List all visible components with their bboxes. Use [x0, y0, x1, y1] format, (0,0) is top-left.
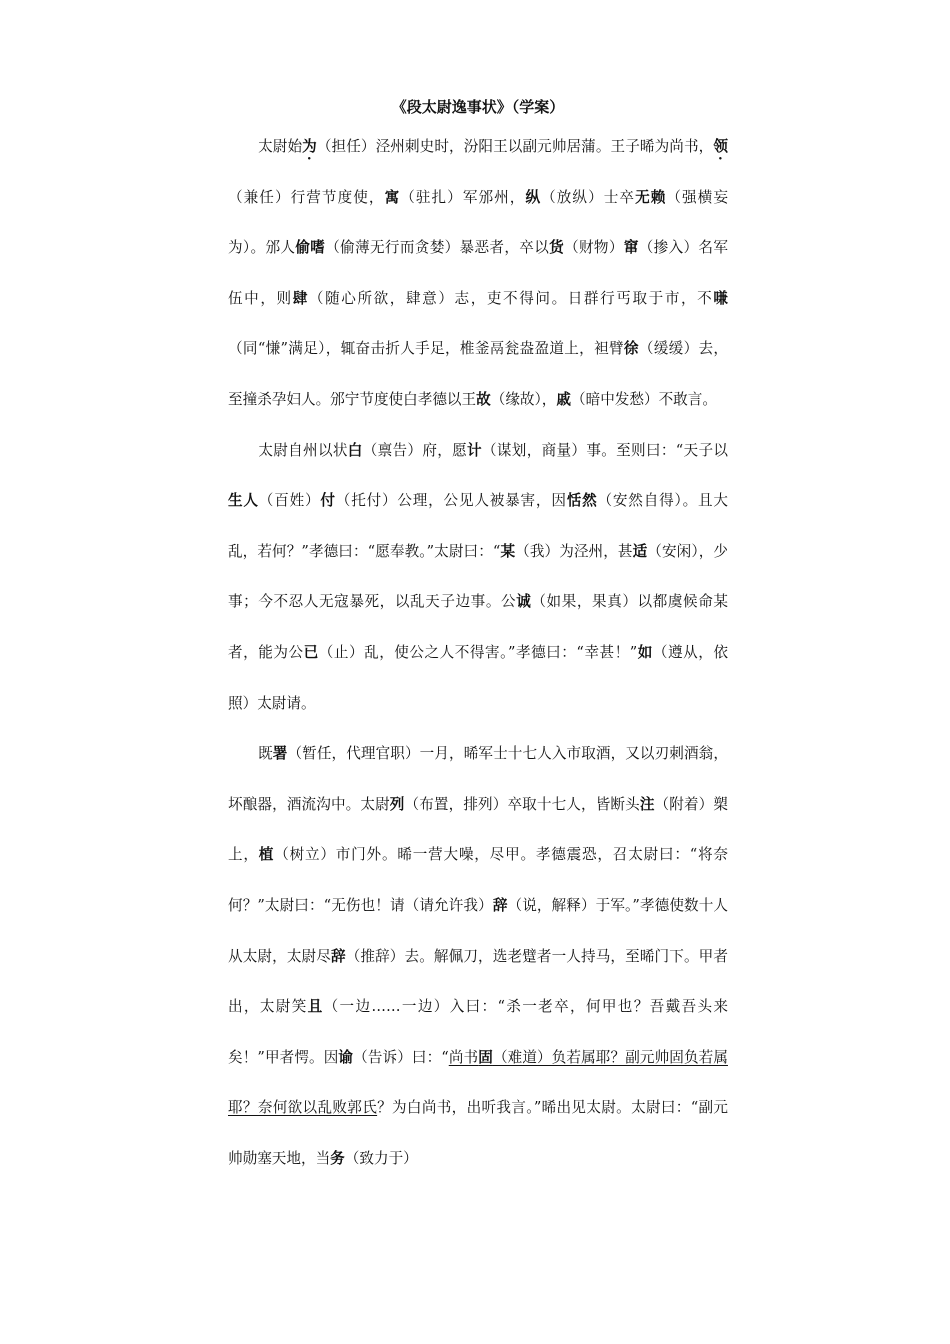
glossed-term: 署 [272, 745, 288, 763]
text-run: （遵从，依照）太尉请。 [228, 643, 728, 712]
text-run: （偷薄无行而贪婪）暴恶者，卒以 [325, 239, 550, 257]
text-run: （止）乱，使公之人不得害。”孝德曰：“幸甚！” [318, 643, 638, 661]
text-run: （告诉）曰：“ [353, 1048, 449, 1066]
glossed-term: 生人 [228, 492, 259, 510]
glossed-term: 偷嗜 [295, 239, 326, 257]
glossed-term: 谕 [338, 1048, 354, 1066]
glossed-term: 辞 [492, 896, 508, 914]
glossed-term: 领 [713, 138, 728, 155]
glossed-term: 植 [258, 846, 275, 864]
glossed-term: 务 [330, 1149, 345, 1167]
glossed-term: 寓 [384, 188, 401, 206]
glossed-term: 无赖 [635, 188, 667, 206]
text-run: （财物） [564, 239, 624, 257]
text-run: （附着）槊上， [228, 795, 728, 864]
glossed-term: 如 [637, 643, 653, 661]
text-run: （兼任）行营节度使， [228, 188, 385, 206]
glossed-term: 白 [347, 441, 363, 459]
text-run: （强横妄为）。邠人 [228, 188, 728, 257]
paragraph-3 [228, 729, 728, 1184]
glossed-term: 且 [307, 998, 324, 1016]
text-run: （驻扎）军邠州， [400, 188, 526, 206]
text-run: （暂任，代理官职）一月，晞军士十七人入市取酒，又以刃刺酒翁，坏酿器，酒流沟中。太尉 [228, 745, 728, 813]
glossed-term: 某 [500, 542, 516, 560]
text-run: （禀告）府，愿 [362, 441, 468, 459]
text-run: （同“慊”满足），辄奋击折人手足，椎釜鬲瓮盎盈道上，袒臂 [228, 340, 624, 358]
glossed-term: 辞 [330, 947, 346, 965]
glossed-term: 注 [639, 795, 655, 813]
glossed-term: 恬然 [566, 492, 598, 510]
text-run: （缘故）， [490, 390, 557, 408]
text-run: （布置，排列）卒取十七人，皆断头 [404, 795, 640, 813]
glossed-term: 固 [478, 1048, 493, 1066]
paragraph-1 [228, 122, 728, 426]
paragraph-2 [228, 426, 728, 730]
document-page [228, 92, 728, 1184]
text-run: （百姓） [258, 492, 321, 510]
glossed-term: 计 [467, 441, 482, 459]
text-run: （掺入）名军伍中，则 [228, 239, 728, 307]
text-run: （我）为泾州，甚 [515, 542, 633, 560]
text-run: （担任）泾州刺史时，汾阳王以副元帅居蒲。王子晞为尚书， [316, 138, 714, 155]
text-run: （说，解释）于军。”孝德使数十人从太尉，太尉尽 [228, 896, 728, 965]
glossed-term: 适 [632, 542, 648, 560]
text-run: （一边……一边）入曰：“杀一老卒，何甲也？吾戴吾头来矣！”甲者愕。因 [228, 998, 728, 1066]
text-run: 尚书 [448, 1048, 479, 1066]
text-run: （谋划，商量）事。至则曰：“天子以 [481, 441, 728, 459]
glossed-term: 故 [476, 390, 491, 408]
glossed-term: 货 [549, 239, 565, 257]
text-run: （放纵）士卒 [541, 188, 636, 206]
text-run: （难道）负若属耶？副元帅固负若属耶？奈何欲以乱败郭氏 [228, 1048, 728, 1117]
glossed-term: 纵 [525, 188, 542, 206]
glossed-term: 诚 [516, 593, 532, 611]
glossed-term: 列 [389, 795, 405, 813]
text-run: 既 [258, 745, 273, 763]
text-run: （暗中发愁）不敢言。 [571, 390, 717, 408]
text-run: ？为白尚书，出听我言。”晞出见太尉。太尉曰：“副元帅勋塞天地，当 [228, 1099, 728, 1167]
text-run: （致力于） [344, 1149, 418, 1167]
text-run: （安闲），少事；今不忍人无寇暴死，以乱天子边事。公 [228, 542, 728, 611]
text-run: 太尉自州以状 [258, 441, 348, 459]
text-run: （缓缓）去，至撞杀孕妇人。邠宁节度使白孝德以王 [228, 340, 728, 408]
glossed-term: 付 [320, 492, 336, 510]
text-run: （树立）市门外。晞一营大噪，尽甲。孝德震恐，召太尉曰：“将奈何？”太尉曰：“无伤也！请（请允许我） [228, 846, 728, 914]
text-run: （随心所欲，肆意）志，吏不得问。日群行丐取于市，不 [308, 289, 714, 307]
glossed-term: 已 [303, 643, 319, 661]
glossed-term: 戚 [556, 390, 571, 408]
text-run: 太尉始 [258, 138, 303, 155]
document-title: 《段太尉逸事状》（学案） [391, 98, 565, 116]
text-run: （安然自得）。且大乱，若何？”孝德曰：“愿奉教。”太尉曰：“ [228, 492, 728, 560]
text-run: （托付）公理，公见人被暴害，因 [335, 492, 567, 510]
glossed-term: 肆 [292, 289, 309, 307]
glossed-term: 窜 [623, 239, 639, 257]
glossed-term: 徐 [623, 340, 639, 358]
text-run: （如果，果真）以都虞候命某者，能为公 [228, 593, 728, 661]
glossed-term: 为 [302, 138, 317, 155]
text-run: （推辞）去。解佩刀，选老躄者一人持马，至晞门下。甲者出，太尉笑 [228, 947, 728, 1016]
glossed-term: 嗛 [713, 289, 728, 307]
